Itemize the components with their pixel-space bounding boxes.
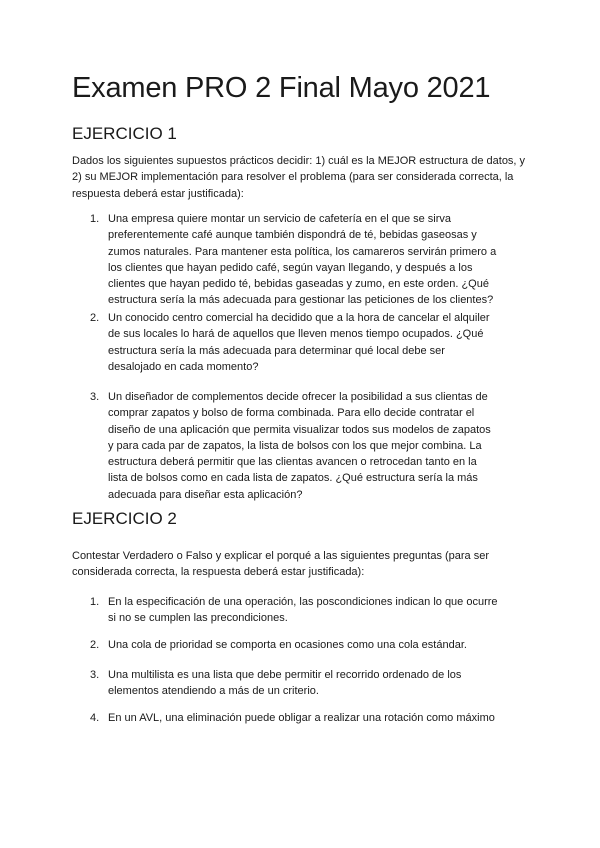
ejercicio-2-question-1 — [72, 594, 498, 627]
question-text: Una empresa quiere montar un servicio de cafetería en el que se sirva preferentemente café aunque también dispondrá de té, bebidas gaseosas y zumos naturales. Para mantener esta política, los camareros servirán primero a los clientes que hayan pedido café, según vayan llegando, y después a los clientes que hayan pedido té, bebidas gaseadas y zumo, en este orden. ¿Qué estructura sería la más adecuada para gestionar las peticiones de los clientes? — [108, 213, 497, 307]
ejercicio-1-question-3 — [72, 389, 498, 503]
ejercicio-2-question-4 — [72, 710, 498, 726]
ejercicio-1-question-2 — [72, 310, 498, 375]
section-heading-ejercicio-1: EJERCICIO 1 — [72, 124, 177, 143]
question-number: 1. — [90, 213, 100, 225]
question-text: Un conocido centro comercial ha decidido que a la hora de cancelar el alquiler de sus locales lo hará de aquellos que lleven menos tiempo ocupados. ¿Qué estructura sería la más adecuada para determinar qué local debe ser desalojado en cada momento? — [108, 312, 490, 373]
question-text: En un AVL, una eliminación puede obligar a realizar una rotación como máximo — [108, 712, 495, 724]
ejercicio-2-intro: Contestar Verdadero o Falso y explicar el porqué a las siguientes preguntas (para ser considerada correcta, la respuesta deberá estar justificada): — [72, 550, 490, 579]
question-number: 2. — [90, 639, 100, 651]
question-number: 3. — [90, 669, 100, 681]
ejercicio-1-intro: Dados los siguientes supuestos prácticos decidir: 1) cuál es la MEJOR estructura de datos, y 2) su MEJOR implementación para resolver el problema (para ser considerada correcta, la respuesta deberá estar justificada): — [72, 155, 526, 200]
document-title: Examen PRO 2 Final Mayo 2021 — [72, 72, 491, 104]
question-text: Un diseñador de complementos decide ofrecer la posibilidad a sus clientas de comprar zapatos y bolso de forma combinada. Para ello decide contratar el diseño de una aplicación que permita visualizar todos sus modelos de zapatos y para cada par de zapatos, la lista de bolsos con los que mejor combina. La estructura deberá permitir que las clientas avancen o retrocedan tanto en la lista de bolsos como en cada lista de zapatos. ¿Qué estructura sería la más adecuada para diseñar esta aplicación? — [108, 391, 491, 501]
question-text: Una cola de prioridad se comporta en ocasiones como una cola estándar. — [108, 639, 467, 651]
question-number: 3. — [90, 391, 100, 403]
question-number: 4. — [90, 712, 100, 724]
question-text: En la especificación de una operación, las poscondiciones indican lo que ocurre si no se cumplen las precondiciones. — [108, 596, 498, 625]
ejercicio-1-question-1 — [72, 211, 498, 309]
question-number: 2. — [90, 312, 100, 324]
question-number: 1. — [90, 596, 100, 608]
ejercicio-2-question-2 — [72, 637, 498, 653]
section-heading-ejercicio-2: EJERCICIO 2 — [72, 509, 177, 528]
question-text: Una multilista es una lista que debe permitir el recorrido ordenado de los elementos atendiendo a más de un criterio. — [108, 669, 462, 698]
ejercicio-2-question-3 — [72, 667, 498, 700]
